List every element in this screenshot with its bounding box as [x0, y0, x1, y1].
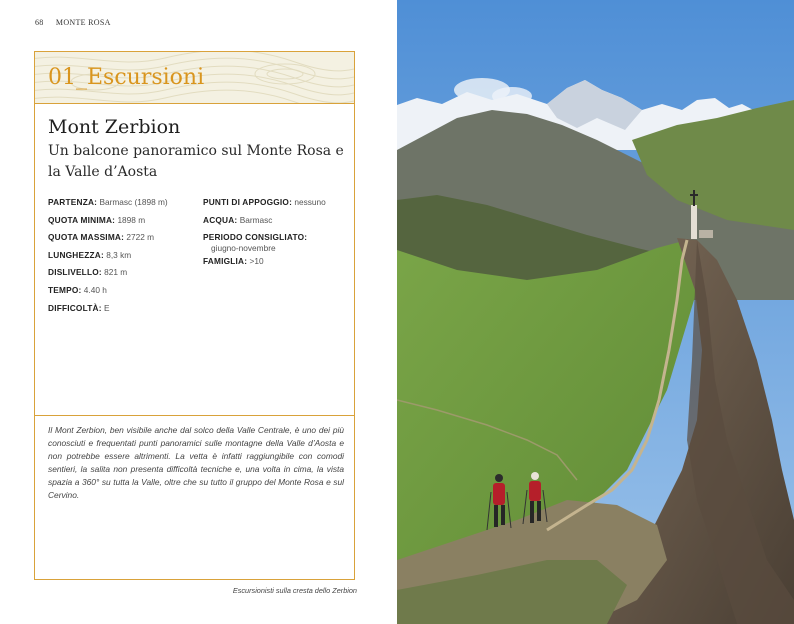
- fact-difficolta: [48, 300, 198, 318]
- hike-info-card: [34, 51, 355, 580]
- fact-key: FAMIGLIA:: [203, 255, 248, 266]
- fact-tempo: [48, 282, 198, 300]
- page-number: 68: [35, 18, 44, 27]
- fact-value: E: [103, 302, 110, 313]
- fact-value: 2722 m: [126, 232, 155, 243]
- card-header: [35, 52, 354, 104]
- hike-description: Il Mont Zerbion, ben visibile anche dal solco della Valle Centrale, è uno dei più conosciuti e frequentati punti panoramici sulle montagne della Valle d’Aosta e non potrebbe essere altrimenti. La vetta è infatti raggiungibile con comodi sentieri, la salita non presenta difficoltà tecniche e, una volta in cima, la vista spazia a 360° su tutta la Valle, oltre che su tutto il gruppo del Monte Rosa e sul Cervino.: [48, 425, 344, 500]
- hike-title: Mont Zerbion: [48, 116, 181, 138]
- fact-lunghezza: [48, 247, 198, 265]
- fact-value: 1898 m: [117, 214, 146, 225]
- section-label: 01_Escursioni: [48, 65, 205, 90]
- fact-value: 4.40 h: [83, 284, 107, 295]
- fact-value: 8,3 km: [106, 249, 132, 260]
- fact-quota-minima: [48, 212, 198, 230]
- fact-key: ACQUA:: [203, 214, 238, 225]
- hike-subtitle: Un balcone panoramico sul Monte Rosa e la Valle d’Aosta: [48, 143, 344, 180]
- fact-value: 821 m: [104, 267, 128, 278]
- fact-famiglia: [203, 253, 348, 271]
- fact-key: DISLIVELLO:: [48, 267, 102, 278]
- fact-acqua: [203, 212, 348, 230]
- mountain-landscape-illustration: [397, 0, 794, 624]
- fact-value: >10: [249, 255, 264, 266]
- fact-dislivello: [48, 264, 198, 282]
- running-head-section: MONTE ROSA: [55, 18, 111, 27]
- fact-key: PERIODO CONSIGLIATO:: [203, 232, 308, 243]
- fact-quota-massima: [48, 229, 198, 247]
- fact-value: Barmasc: [239, 214, 273, 225]
- divider: [35, 415, 354, 416]
- fact-value: nessuno: [294, 197, 326, 207]
- fact-value: Barmasc (1898 m): [99, 197, 168, 207]
- fact-key: PARTENZA:: [48, 197, 98, 207]
- fact-key: QUOTA MASSIMA:: [48, 232, 125, 243]
- fact-value: giugno-novembre: [211, 242, 276, 253]
- hikers-ridge-photo: [397, 0, 794, 624]
- facts-left-column: [48, 194, 198, 317]
- running-head: [35, 18, 111, 27]
- fact-partenza: [48, 194, 198, 212]
- facts-right-column: [203, 194, 348, 270]
- fact-key: PUNTI DI APPOGGIO:: [203, 197, 293, 207]
- fact-punti-di-appoggio: [203, 194, 348, 212]
- fact-key: DIFFICOLTÀ:: [48, 302, 102, 313]
- fact-key: LUNGHEZZA:: [48, 249, 104, 260]
- fact-key: QUOTA MINIMA:: [48, 214, 116, 225]
- photo-caption: Escursionisti sulla cresta dello Zerbion: [232, 586, 357, 595]
- fact-key: TEMPO:: [48, 284, 82, 295]
- fact-periodo-consigliato: [203, 229, 348, 253]
